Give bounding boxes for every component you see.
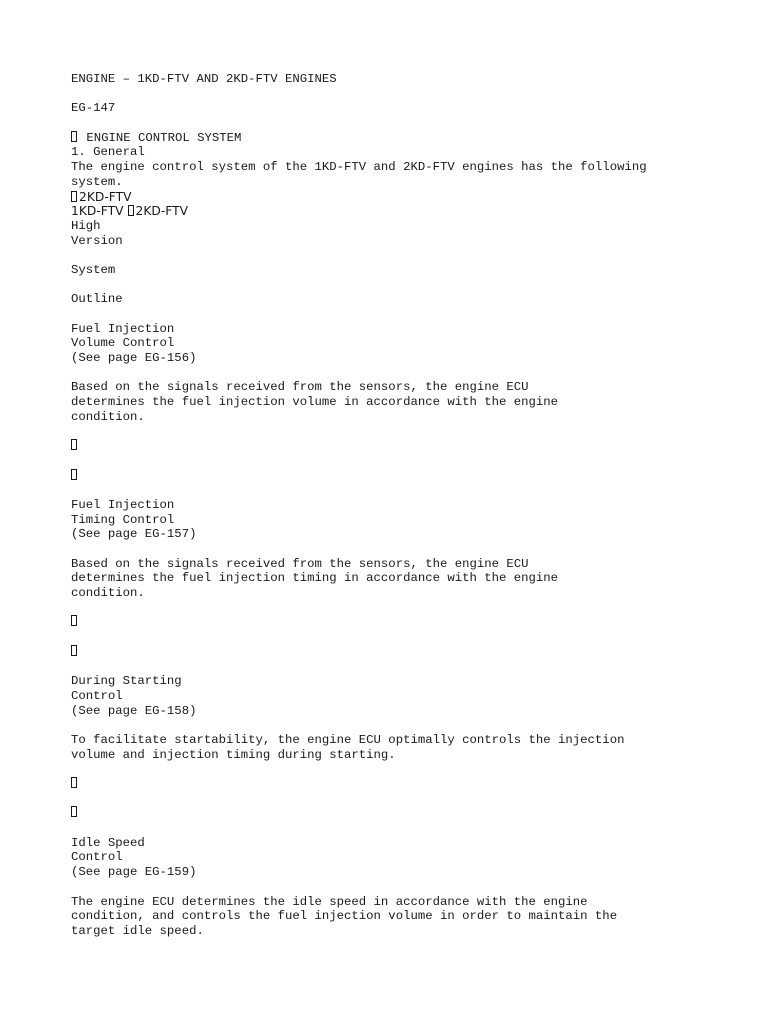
row-outline-line: The engine ECU determines the idle speed in accordance with the engine bbox=[71, 894, 588, 909]
column-1kd-label: 1KD-FTV bbox=[71, 204, 124, 219]
spacer bbox=[71, 248, 731, 263]
column-1kd-line bbox=[71, 204, 731, 219]
applicability-mark-line bbox=[71, 777, 731, 792]
spacer bbox=[71, 278, 731, 293]
row-system-line: Control bbox=[71, 850, 123, 865]
row-outline-line: condition. bbox=[71, 409, 145, 424]
applicability-mark-line bbox=[71, 469, 731, 484]
row-outline-line: To facilitate startability, the engine ECU optimally controls the injection bbox=[71, 732, 625, 747]
row-system-line: Fuel Injection bbox=[71, 497, 175, 512]
applicability-mark-line bbox=[71, 615, 731, 630]
checkbox-square-icon bbox=[128, 205, 134, 216]
table-row bbox=[71, 836, 731, 939]
spacer bbox=[71, 483, 731, 498]
section-heading: ENGINE CONTROL SYSTEM bbox=[86, 130, 242, 145]
row-system-line: (See page EG-156) bbox=[71, 351, 197, 366]
row-outline-line: condition, and controls the fuel injection volume in order to maintain the bbox=[71, 909, 618, 924]
spacer bbox=[71, 87, 731, 102]
applicability-mark-icon bbox=[71, 615, 77, 626]
spacer bbox=[71, 307, 731, 322]
row-system-line: Fuel Injection bbox=[71, 321, 175, 336]
spacer bbox=[71, 880, 731, 895]
spacer bbox=[71, 116, 731, 131]
applicability-mark-icon bbox=[71, 645, 77, 656]
spacer bbox=[71, 630, 731, 645]
applicability-mark-line bbox=[71, 645, 731, 660]
row-outline-line: determines the fuel injection volume in accordance with the engine bbox=[71, 395, 559, 410]
spacer bbox=[71, 454, 731, 469]
spacer bbox=[71, 821, 731, 836]
bullet-square-icon bbox=[71, 131, 77, 142]
row-system-line: During Starting bbox=[71, 674, 182, 689]
row-outline-line: determines the fuel injection timing in accordance with the engine bbox=[71, 571, 559, 586]
spacer bbox=[71, 601, 731, 616]
row-system-line: (See page EG-158) bbox=[71, 703, 197, 718]
applicability-mark-icon bbox=[71, 806, 77, 817]
intro-text-line-1: The engine control system of the 1KD-FTV and 2KD-FTV engines has the following bbox=[71, 160, 647, 175]
applicability-mark-line bbox=[71, 439, 731, 454]
row-system-line: (See page EG-157) bbox=[71, 527, 197, 542]
applicability-mark-icon bbox=[71, 469, 77, 480]
row-system-line: Idle Speed bbox=[71, 835, 145, 850]
column-high-label: High bbox=[71, 218, 101, 233]
checkbox-square-icon bbox=[71, 191, 77, 202]
spacer bbox=[71, 718, 731, 733]
row-system-line: Timing Control bbox=[71, 512, 175, 527]
row-outline-line: Based on the signals received from the sensors, the engine ECU bbox=[71, 380, 529, 395]
applicability-mark-icon bbox=[71, 777, 77, 788]
spacer bbox=[71, 425, 731, 440]
row-system-line: (See page EG-159) bbox=[71, 865, 197, 880]
spacer bbox=[71, 366, 731, 381]
column-system-label: System bbox=[71, 262, 116, 277]
page-number: EG-147 bbox=[71, 101, 116, 116]
row-outline-line: condition. bbox=[71, 586, 145, 601]
column-version-label: Version bbox=[71, 233, 123, 248]
section-heading-line bbox=[71, 131, 731, 146]
column-outline-label: Outline bbox=[71, 292, 123, 307]
row-outline-line: Based on the signals received from the sensors, the engine ECU bbox=[71, 556, 529, 571]
table-row bbox=[71, 498, 731, 674]
spacer bbox=[71, 660, 731, 675]
spacer bbox=[71, 762, 731, 777]
spacer bbox=[71, 792, 731, 807]
column-2kd-line bbox=[71, 190, 731, 205]
row-outline-line: target idle speed. bbox=[71, 923, 204, 938]
spacer bbox=[71, 542, 731, 557]
applicability-mark-icon bbox=[71, 439, 77, 450]
row-system-line: Volume Control bbox=[71, 336, 175, 351]
column-2kd-label-b: 2KD-FTV bbox=[135, 204, 189, 219]
applicability-mark-line bbox=[71, 806, 731, 821]
document-page bbox=[71, 72, 731, 939]
row-outline-line: volume and injection timing during starting. bbox=[71, 747, 396, 762]
section-subheading: 1. General bbox=[71, 145, 145, 160]
column-2kd-label: 2KD-FTV bbox=[79, 189, 132, 204]
intro-text-line-2: system. bbox=[71, 174, 123, 189]
table-row bbox=[71, 674, 731, 836]
table-row bbox=[71, 322, 731, 498]
row-system-line: Control bbox=[71, 688, 123, 703]
document-title: ENGINE – 1KD-FTV AND 2KD-FTV ENGINES bbox=[71, 72, 337, 86]
